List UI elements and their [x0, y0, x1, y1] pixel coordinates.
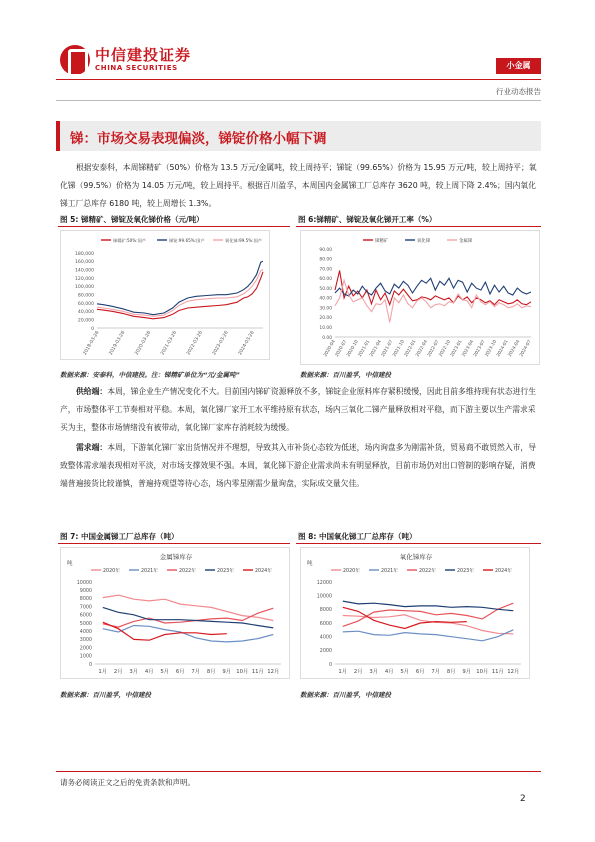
fig8-rule: [296, 543, 541, 544]
x-tick-label: 12月: [267, 669, 280, 675]
category-badge: 小金属: [496, 58, 541, 74]
disclaimer: 请务必阅读正文之后的免责条款和声明。: [60, 778, 195, 787]
x-tick-label: 2020-07: [334, 339, 349, 358]
legend-label: 2022年: [419, 569, 437, 574]
y-tick-label: 2000: [319, 649, 332, 655]
legend-label: 氧化锑:99.5%:国产: [225, 238, 263, 243]
header-rule: [56, 79, 541, 80]
fig7-unit: 吨: [67, 561, 73, 567]
x-tick-label: 2021-01: [357, 339, 372, 358]
x-tick-label: 2021-07: [380, 339, 395, 358]
fig5-price-chart: [60, 230, 270, 360]
fig5-legend: [101, 237, 262, 244]
y-tick-label: 8000: [319, 608, 332, 614]
company-name-cn: 中信建投证券: [95, 46, 192, 64]
demand-lead: 需求端：: [76, 443, 108, 452]
footer-rule: [56, 771, 541, 772]
y-tick-label: 3000: [79, 638, 92, 644]
series-line-1: [97, 272, 263, 319]
y-tick-label: 10.00: [319, 326, 332, 332]
y-tick-label: 50.00: [319, 286, 332, 292]
x-tick-label: 2023-01: [450, 339, 464, 358]
legend-label: 锑精矿: [375, 239, 389, 244]
fig8-chart-title: 氧化锑库存: [399, 553, 433, 561]
x-tick-label: 2019-03-26: [108, 330, 127, 357]
y-tick-label: 80,000: [77, 293, 94, 299]
series-line-2: [97, 261, 263, 314]
x-tick-label: 2020-03-26: [134, 330, 153, 357]
demand-paragraph: [60, 439, 541, 493]
x-tick-label: 5月: [160, 669, 170, 675]
x-tick-label: 2月: [353, 669, 363, 675]
y-tick-label: 0: [88, 662, 92, 668]
legend-label: 金属锑: [459, 239, 473, 244]
x-tick-label: 12月: [507, 669, 520, 675]
legend-label: 2022年: [179, 569, 197, 574]
supply-text: 本周，锑企业生产情况变化不大。目前国内锑矿资源释放不多，锑锭企业原料库存紧积缓慢，因此目前多维持现有状态进行生产，市场整体平工节奏相对平稳。本周，氧化锑厂家开工水平维持原有状态，场内三氧化二锑产量释放相对平稳，而下游主要以生产需求采买为主，整体市场情绪没有被带动，氧化锑厂家库存消耗较为缓慢。: [60, 387, 537, 432]
x-tick-label: 2023-10: [484, 339, 499, 358]
fig7-title: 图 7: 中国金属锑工厂总库存（吨）: [60, 532, 179, 541]
fig5-source: 数据来源：安泰科，中信建投。注：锑精矿单位为“元/金属吨”: [60, 371, 240, 379]
x-tick-label: 8月: [446, 669, 456, 675]
x-tick-label: 11月: [251, 669, 264, 675]
summary-paragraph: 根据安泰科，本周锑精矿（50%）价格为 13.5 万元/金属吨，较上周持平；锑锭（99.65%）价格为 15.95 万元/吨，较上周持平；氧化锑（99.5%）价格为 14.05 万元/吨，较上周持平。根据百川盈孚，本周国内金属锑工厂总库存 3620 吨，较上周下降 2.4%；国内氧化锑工厂总库存 6180 吨，较上周增长 1.3%。: [60, 163, 537, 208]
y-tick-label: 0.00: [322, 335, 332, 341]
y-tick-label: 20.00: [319, 316, 332, 322]
y-tick-label: 10000: [316, 594, 332, 600]
supply-paragraph: [60, 383, 541, 437]
series-line-3: [343, 603, 514, 626]
fig8-unit: 吨: [307, 561, 313, 567]
legend-label: 锑精矿:50%:国产: [113, 238, 147, 243]
y-tick-label: 5000: [79, 621, 92, 627]
y-tick-label: 180,000: [75, 251, 94, 257]
x-tick-label: 2021-10: [392, 339, 406, 358]
x-tick-label: 7月: [431, 669, 441, 675]
series-line-5: [103, 622, 227, 640]
x-tick-label: 5月: [400, 669, 410, 675]
x-tick-label: 3月: [369, 669, 379, 675]
x-tick-label: 3月: [129, 669, 139, 675]
x-tick-label: 2024-03-26: [237, 330, 256, 357]
legend-label: 2021年: [381, 569, 399, 574]
section-title: 锑：市场交易表现偏淡，锑锭价格小幅下调: [70, 131, 327, 147]
x-tick-label: 2023-04: [461, 339, 476, 358]
company-name-en: CHINA SECURITIES: [95, 64, 178, 72]
series-line-1: [103, 595, 273, 620]
company-logo-icon: [60, 45, 90, 75]
fig6-source: 数据来源：百川盈孚，中信建投: [300, 371, 391, 379]
y-tick-label: 1000: [79, 654, 92, 660]
x-tick-label: 2022-04: [415, 339, 429, 358]
series-line-1: [335, 271, 531, 305]
x-tick-label: 2022-10: [438, 339, 453, 358]
fig7-legend: [91, 567, 272, 574]
y-tick-label: 120,000: [75, 276, 94, 282]
legend-label: 2020年: [343, 569, 361, 574]
x-tick-label: 4月: [144, 669, 154, 675]
fig8-source: 数据来源：百川盈孚，中信建投: [300, 691, 391, 699]
y-tick-label: 100,000: [75, 285, 94, 291]
legend-label: 氧化锑: [417, 239, 431, 244]
legend-label: 2023年: [217, 569, 235, 574]
y-tick-label: 4000: [79, 630, 92, 635]
x-tick-label: 9月: [462, 669, 472, 675]
legend-label: 2024年: [495, 569, 513, 574]
y-tick-label: 2000: [79, 646, 92, 652]
y-tick-label: 30.00: [319, 306, 332, 312]
y-tick-label: 60,000: [77, 301, 94, 307]
x-tick-label: 2024-01: [496, 339, 510, 358]
legend-label: 锑锭:99.65%:国产: [169, 238, 205, 243]
x-tick-label: 9月: [222, 669, 232, 675]
x-tick-label: 2020-04: [323, 339, 337, 358]
fig7-rule: [58, 543, 290, 544]
legend-label: 2021年: [141, 569, 159, 574]
y-tick-label: 60.00: [319, 277, 332, 283]
x-tick-label: 2022-03-26: [186, 330, 204, 357]
x-tick-label: 2021-03-26: [160, 330, 179, 357]
x-tick-label: 2023-07: [473, 339, 487, 358]
x-tick-label: 10月: [476, 669, 489, 675]
header-divider: [56, 100, 541, 101]
y-tick-label: 40,000: [77, 310, 94, 316]
x-tick-label: 1月: [98, 669, 108, 675]
fig8-legend: [331, 567, 512, 574]
x-tick-label: 4月: [384, 669, 394, 675]
fig5-rule: [58, 226, 290, 227]
fig7-source: 数据来源：百川盈孚，中信建投: [60, 691, 151, 699]
report-type: 行业动态报告: [496, 87, 541, 96]
y-tick-label: 6000: [319, 621, 332, 627]
x-tick-label: 2023-03-26: [212, 330, 230, 357]
y-tick-label: 70.00: [319, 267, 332, 273]
series-line-2: [103, 626, 273, 642]
x-tick-label: 2022-01: [403, 339, 418, 358]
fig8-oxide-inventory-chart: [300, 547, 530, 679]
fig7-chart-title: 金属锑库存: [159, 553, 193, 561]
y-tick-label: 8000: [79, 597, 92, 603]
fig6-legend: [363, 237, 473, 244]
fig5-title: 图 5: 锑精矿、锑锭及氧化锑价格（元/吨）: [60, 215, 204, 224]
x-tick-label: 6月: [175, 669, 185, 675]
page-number: 2: [520, 794, 526, 804]
x-tick-label: 2020-10: [346, 339, 360, 358]
y-tick-label: 12000: [316, 580, 332, 586]
fig8-title: 图 8: 中国氧化锑工厂总库存（吨）: [298, 532, 417, 541]
x-tick-label: 2022-07: [426, 339, 441, 358]
y-tick-label: 4000: [319, 635, 332, 641]
series-line-4: [343, 601, 514, 611]
y-tick-label: 80.00: [319, 257, 332, 263]
y-tick-label: 0: [328, 662, 332, 668]
x-tick-label: 8月: [206, 669, 216, 675]
y-tick-label: 6000: [79, 613, 92, 619]
y-tick-label: 7000: [79, 605, 92, 611]
x-tick-label: 6月: [415, 669, 425, 675]
supply-lead: 供给端：: [76, 387, 108, 396]
fig6-rule: [296, 226, 541, 227]
y-tick-label: 20,000: [77, 318, 94, 324]
legend-label: 2024年: [255, 569, 273, 574]
y-tick-label: 0: [91, 326, 94, 332]
x-tick-label: 2024-07: [519, 339, 533, 358]
y-tick-label: 40.00: [319, 296, 332, 302]
y-tick-label: 90.00: [319, 247, 332, 253]
y-tick-label: 160,000: [75, 260, 94, 266]
y-tick-label: 10000: [76, 580, 92, 586]
x-tick-label: 2024-04: [507, 339, 522, 358]
x-tick-label: 7月: [191, 669, 201, 675]
x-tick-label: 11月: [491, 669, 504, 675]
x-tick-label: 1月: [338, 669, 348, 675]
fig6-title: 图 6:锑精矿、锑锭及氧化锑开工率（%）: [298, 215, 437, 224]
y-tick-label: 9000: [79, 589, 92, 594]
x-tick-label: 10月: [236, 669, 249, 675]
x-tick-label: 2月: [113, 669, 123, 675]
fig7-metal-inventory-chart: [60, 547, 290, 679]
demand-text: 本周，下游氧化锑厂家出货情况并不理想，导致其入市补货心态较为低迷，场内询盘多为刚需补货，贸易商不敢贸然入市，导致整体需求端表现相对平淡，对市场支撑效果不强。本周，氧化锑下游企业需求尚未有明显释放，目前市场仍对出口管制的影响存疑，消费端普遍接货比较谨慎，普遍持观望等待心态，场内零星刚需少量询盘，实际成交量欠佳。: [60, 443, 537, 488]
x-tick-label: 2018-03-26: [82, 330, 101, 357]
legend-label: 2023年: [457, 569, 475, 574]
legend-label: 2020年: [103, 569, 121, 574]
y-tick-label: 140,000: [75, 268, 94, 274]
fig6-utilization-chart: [300, 230, 540, 365]
x-tick-label: 2021-04: [369, 339, 383, 358]
